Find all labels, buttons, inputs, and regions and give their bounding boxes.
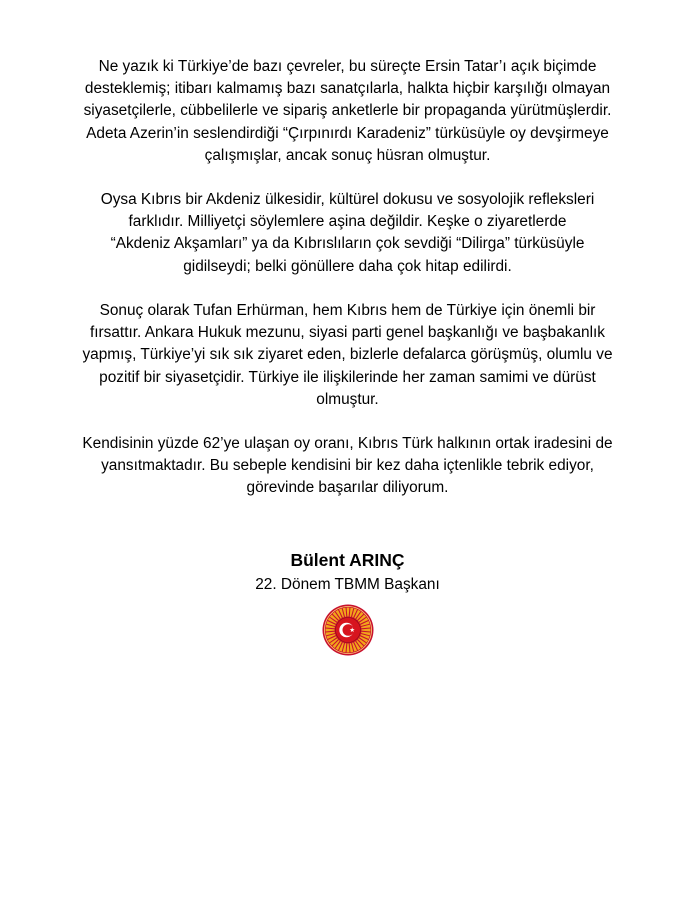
paragraph-line: pozitif bir siyasetçidir. Türkiye ile ilişkilerinde her zaman samimi ve dürüst xyxy=(99,368,596,386)
paragraph-line: yapmış, Türkiye’yi sık sık ziyaret eden, bizlerle defalarca görüşmüş, olumlu ve xyxy=(82,346,613,364)
paragraph-line: yansıtmaktadır. Bu sebeple kendisini bir kez daha içtenlikle tebrik ediyor, xyxy=(101,457,594,475)
paragraph-line: Sonuç olarak Tufan Erhürman, hem Kıbrıs hem de Türkiye için önemli bir xyxy=(99,302,596,319)
paragraph-line: Ne yazık ki Türkiye’de bazı çevreler, bu süreçte Ersin Tatar’ı açık biçimde xyxy=(98,58,597,75)
paragraph-line: Oysa Kıbrıs bir Akdeniz ülkesidir, kültürel dokusu ve sosyolojik refleksleri xyxy=(100,191,595,208)
paragraph-4 xyxy=(60,433,635,500)
paragraph-line: görevinde başarılar diliyorum. xyxy=(246,479,449,497)
paragraph-line: farklıdır. Milliyetçi söylemlere aşina değildir. Keşke o ziyaretlerde xyxy=(128,213,567,231)
paragraph-line: siyasetçilerle, cübbelilerle ve sipariş anketlerle bir propaganda yürütmüşlerdir. xyxy=(83,102,612,120)
paragraph-line: desteklemiş; itibarı kalmamış bazı sanatçılarla, halkta hiçbir karşılığı olmayan xyxy=(84,80,611,98)
paragraph-line: Kendisinin yüzde 62’ye ulaşan oy oranı, Kıbrıs Türk halkının ortak iradesini de xyxy=(82,435,613,452)
paragraph-line: “Akdeniz Akşamları” ya da Kıbrıslıların çok sevdiği “Dilirga” türküsüyle xyxy=(110,235,585,253)
paragraph-line: fırsattır. Ankara Hukuk mezunu, siyasi parti genel başkanlığı ve başbakanlık xyxy=(90,324,605,342)
paragraph-1 xyxy=(60,56,635,167)
signature-name: Bülent ARINÇ xyxy=(290,550,405,570)
paragraph-line: olmuştur. xyxy=(316,390,379,408)
signature-title: 22. Dönem TBMM Başkanı xyxy=(255,576,440,593)
paragraph-line: Adeta Azerin’in seslendirdiği “Çırpınırdı Karadeniz” türküsüyle oy devşirmeye xyxy=(86,124,609,142)
paragraph-line: çalışmışlar, ancak sonuç hüsran olmuştur. xyxy=(204,146,491,164)
paragraph-2 xyxy=(60,189,635,278)
tbmm-emblem-icon xyxy=(322,604,374,656)
paragraph-line: gidilseydi; belki gönüllere daha çok hitap edilirdi. xyxy=(183,257,512,275)
paragraph-3 xyxy=(60,300,635,411)
